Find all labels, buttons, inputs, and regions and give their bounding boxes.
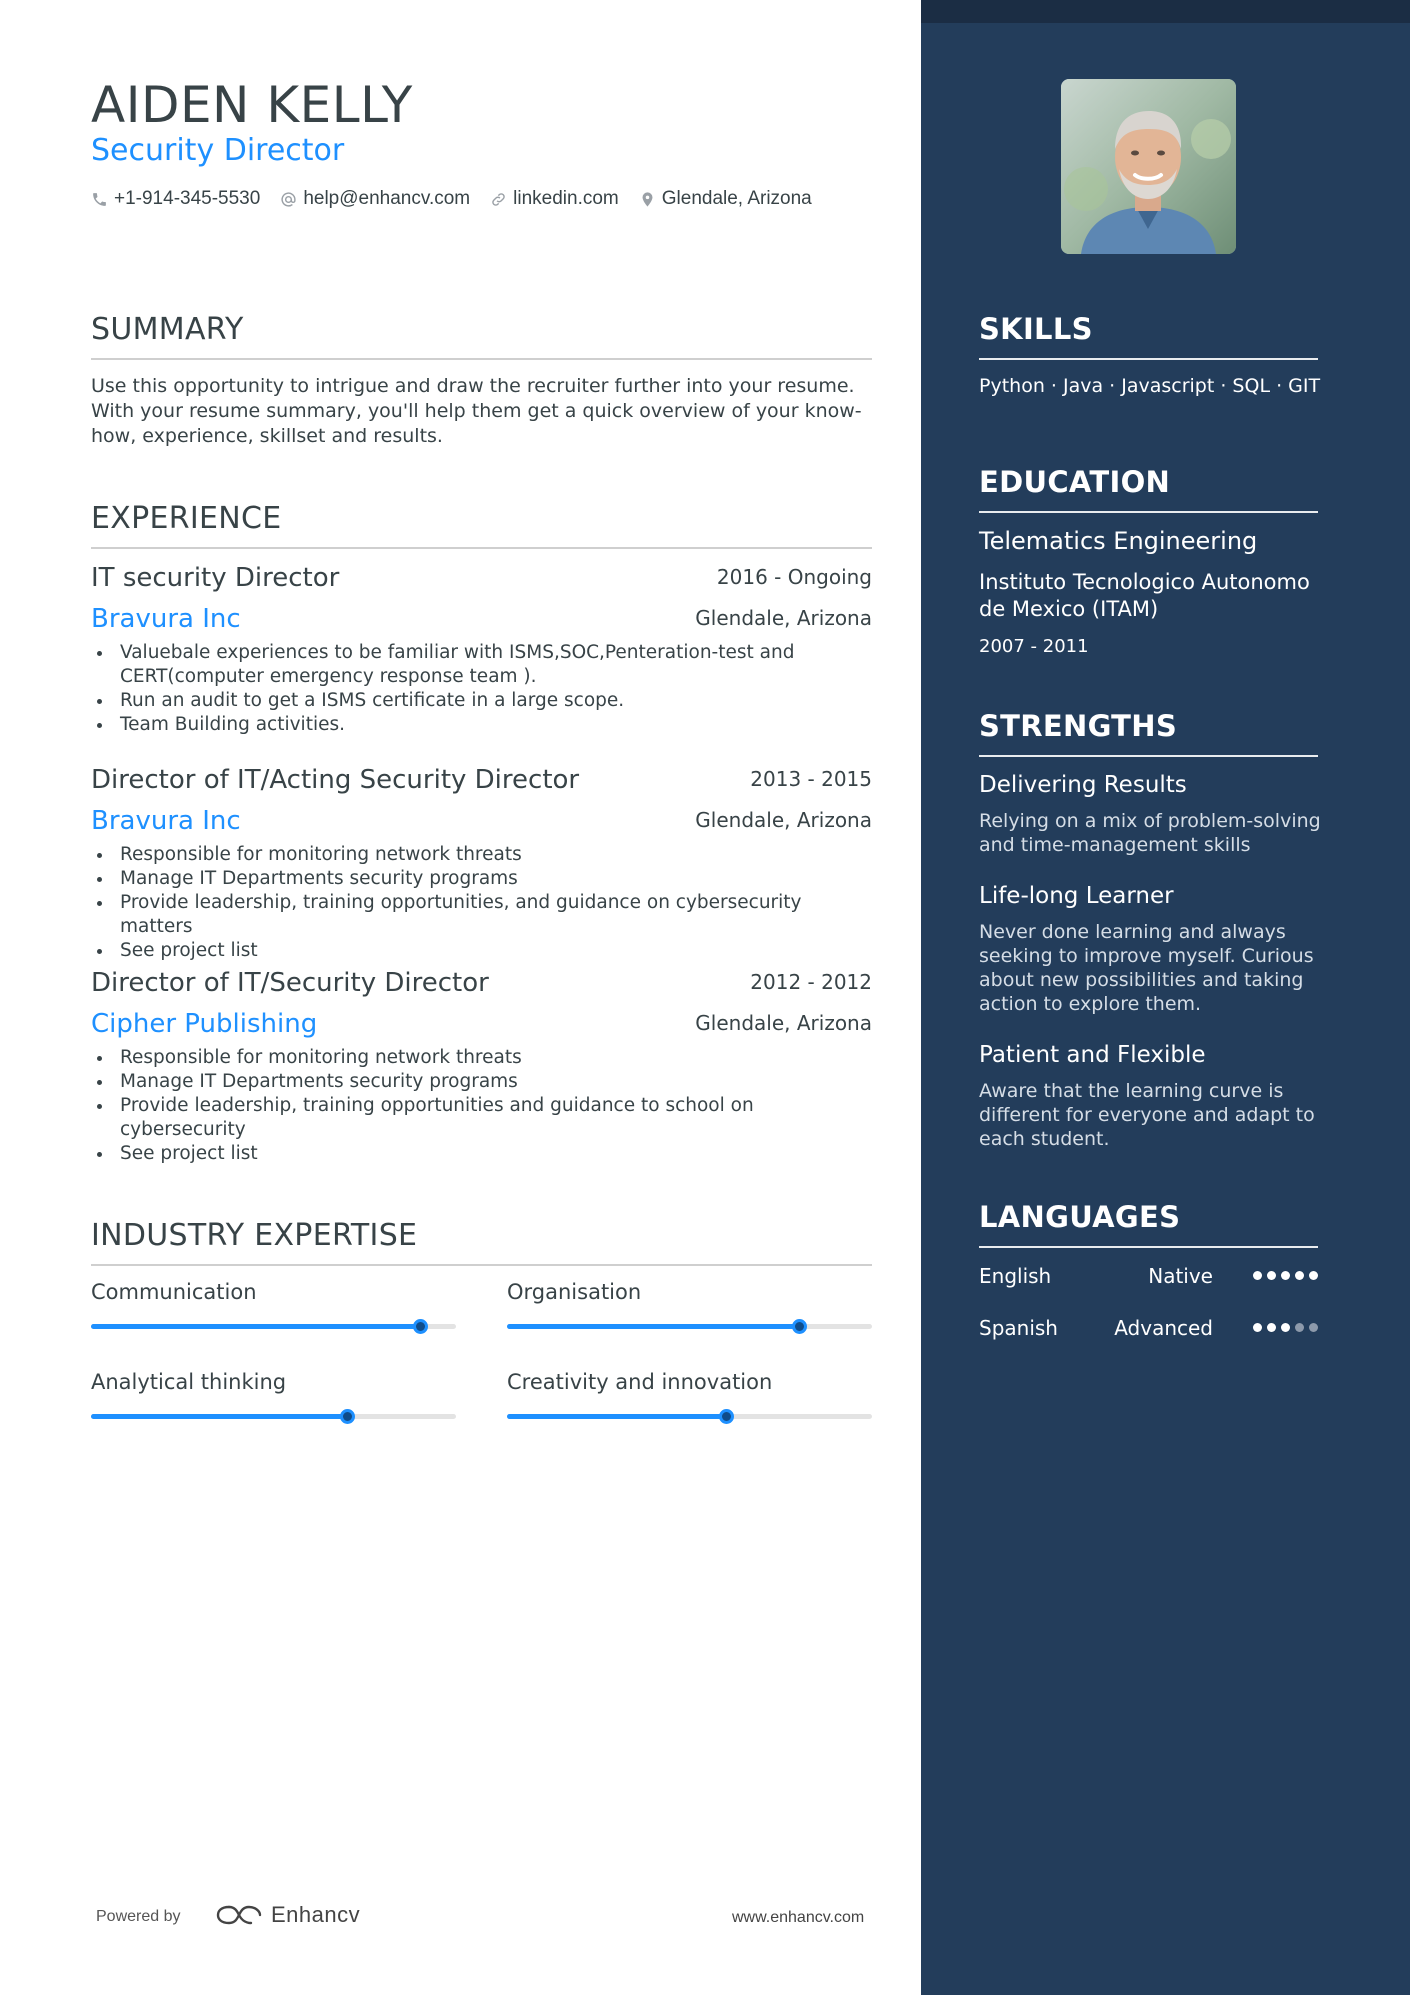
expertise-label: Communication: [91, 1280, 257, 1304]
level-dot: [1267, 1323, 1276, 1332]
expertise-bar: [91, 1370, 456, 1394]
language-dots: [1248, 1323, 1318, 1332]
footer-logo[interactable]: [215, 1902, 360, 1928]
email-text: help@enhancv.com: [303, 188, 471, 209]
sidebar: [921, 0, 1410, 1995]
enhancv-logo-icon: [215, 1902, 263, 1928]
job-bullet: Provide leadership, training opportunities and guidance to school on cybersecurity: [91, 1094, 872, 1142]
expertise-label: Analytical thinking: [91, 1370, 287, 1394]
job-date: 2012 - 2012: [750, 970, 872, 994]
job-date: 2016 - Ongoing: [716, 565, 872, 589]
job-company: Bravura Inc: [91, 604, 241, 634]
contact-bar: [91, 188, 832, 210]
languages-heading: LANGUAGES: [979, 1200, 1181, 1234]
job-bullet: Provide leadership, training opportunities, and guidance on cybersecurity matters: [91, 891, 872, 939]
job-bullet: Run an audit to get a ISMS certificate in a large scope.: [91, 689, 872, 713]
strengths-heading: STRENGTHS: [979, 709, 1178, 743]
summary-divider: [91, 358, 872, 360]
language-name: English: [979, 1264, 1052, 1288]
strength-name: Life-long Learner: [979, 883, 1174, 909]
linkedin-text: linkedin.com: [513, 188, 619, 209]
language-dots: [1248, 1271, 1318, 1280]
expertise-bar: [507, 1370, 872, 1394]
summary-heading: SUMMARY: [91, 312, 244, 347]
job-location: Glendale, Arizona: [695, 1011, 872, 1035]
summary-text: Use this opportunity to intrigue and draw the recruiter further into your resume. With your resume summary, you'll help them get a quick overview of your know-how, experience, skillset and results.: [91, 375, 862, 447]
expertise-label: Creativity and innovation: [507, 1370, 773, 1394]
language-row: [979, 1264, 1318, 1290]
sidebar-top-strip: [921, 0, 1410, 23]
expertise-divider: [91, 1264, 872, 1266]
job-title: Director of IT/Security Director: [91, 968, 489, 998]
job-company: Cipher Publishing: [91, 1009, 318, 1039]
education-heading: EDUCATION: [979, 465, 1171, 499]
contact-location: [639, 188, 812, 210]
job-location: Glendale, Arizona: [695, 606, 872, 630]
link-icon: [490, 191, 507, 208]
contact-phone[interactable]: [91, 188, 260, 210]
level-dot: [1281, 1323, 1290, 1332]
level-dot: [1295, 1323, 1304, 1332]
job-bullet: Manage IT Departments security programs: [91, 867, 872, 891]
job-bullet: See project list: [91, 1142, 872, 1166]
level-dot: [1267, 1271, 1276, 1280]
candidate-name: AIDEN KELLY: [91, 76, 413, 134]
job-location: Glendale, Arizona: [695, 808, 872, 832]
level-dot: [1309, 1271, 1318, 1280]
expertise-knob: [719, 1409, 734, 1424]
candidate-role: Security Director: [91, 133, 345, 168]
job-title: Director of IT/Acting Security Director: [91, 765, 580, 795]
expertise-knob: [792, 1319, 807, 1334]
strength-description: Aware that the learning curve is different for everyone and adapt to each student.: [979, 1080, 1315, 1150]
job-bullet: Responsible for monitoring network threats: [91, 1046, 872, 1070]
strength-name: Delivering Results: [979, 772, 1187, 798]
level-dot: [1253, 1271, 1262, 1280]
languages-divider: [979, 1246, 1318, 1248]
education-school: Instituto Tecnologico Autonomo de Mexico (ITAM): [979, 570, 1310, 621]
job-bullet: Valuebale experiences to be familiar with ISMS,SOC,Penteration-test and CERT(computer emergency response team ).: [91, 641, 872, 689]
footer-powered-by: Powered by: [96, 1908, 181, 1925]
language-level: Advanced: [1114, 1316, 1213, 1340]
level-dot: [1309, 1323, 1318, 1332]
level-dot: [1253, 1323, 1262, 1332]
experience-heading: EXPERIENCE: [91, 501, 282, 536]
expertise-label: Organisation: [507, 1280, 642, 1304]
phone-text: +1-914-345-5530: [114, 188, 261, 209]
skills-divider: [979, 358, 1318, 360]
job-date: 2013 - 2015: [750, 767, 872, 791]
expertise-fill: [91, 1324, 420, 1329]
at-icon: [280, 191, 297, 208]
education-years: 2007 - 2011: [979, 636, 1089, 657]
contact-email[interactable]: [280, 188, 470, 210]
expertise-fill: [91, 1414, 347, 1419]
strength-description: Relying on a mix of problem-solving and time-management skills: [979, 810, 1321, 856]
expertise-track: [507, 1324, 872, 1329]
strengths-divider: [979, 755, 1318, 757]
job-bullet: Team Building activities.: [91, 713, 872, 737]
profile-photo: [1061, 79, 1236, 254]
job-bullet: Responsible for monitoring network threats: [91, 843, 872, 867]
job-bullets: [91, 843, 872, 963]
language-level: Native: [1148, 1264, 1213, 1288]
level-dot: [1281, 1271, 1290, 1280]
level-dot: [1295, 1271, 1304, 1280]
footer-brand: Enhancv: [271, 1902, 361, 1927]
language-name: Spanish: [979, 1316, 1058, 1340]
strength-name: Patient and Flexible: [979, 1042, 1206, 1068]
language-row: [979, 1316, 1318, 1342]
expertise-track: [507, 1414, 872, 1419]
skills-list: Python · Java · Javascript · SQL · GIT: [979, 375, 1321, 397]
location-pin-icon: [639, 191, 656, 208]
job-bullets: [91, 1046, 872, 1166]
education-divider: [979, 511, 1318, 513]
portrait-image: [1061, 79, 1236, 254]
expertise-fill: [507, 1324, 799, 1329]
expertise-knob: [340, 1409, 355, 1424]
strength-description: Never done learning and always seeking to improve myself. Curious about new possibilities and taking action to explore them.: [979, 921, 1314, 1015]
footer-url[interactable]: www.enhancv.com: [732, 1909, 865, 1926]
education-degree: Telematics Engineering: [979, 527, 1258, 555]
expertise-knob: [413, 1319, 428, 1334]
experience-divider: [91, 547, 872, 549]
job-company: Bravura Inc: [91, 806, 241, 836]
job-bullet: See project list: [91, 939, 872, 963]
expertise-heading: INDUSTRY EXPERTISE: [91, 1218, 418, 1253]
contact-linkedin[interactable]: [490, 188, 619, 210]
location-text: Glendale, Arizona: [661, 188, 812, 209]
expertise-bar: [91, 1280, 456, 1304]
skills-heading: SKILLS: [979, 312, 1093, 346]
phone-icon: [91, 191, 108, 208]
expertise-track: [91, 1414, 456, 1419]
expertise-track: [91, 1324, 456, 1329]
job-bullets: [91, 641, 872, 737]
job-bullet: Manage IT Departments security programs: [91, 1070, 872, 1094]
expertise-fill: [507, 1414, 726, 1419]
job-title: IT security Director: [91, 563, 340, 593]
expertise-bar: [507, 1280, 872, 1304]
